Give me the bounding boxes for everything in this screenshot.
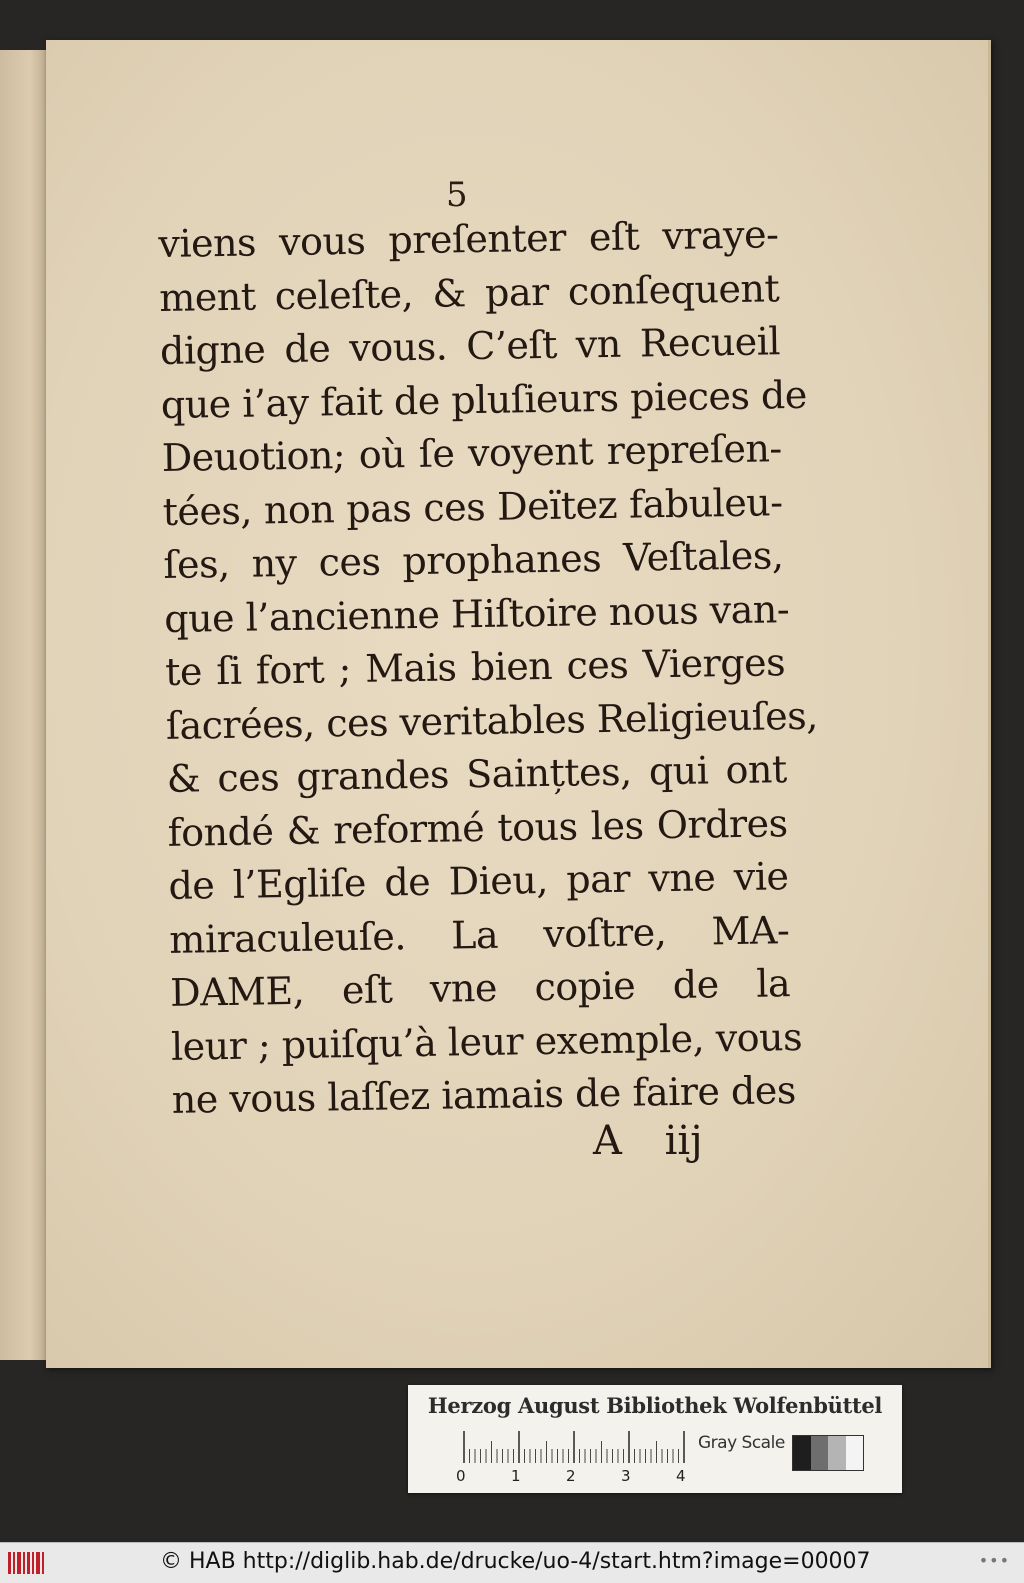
text-line: que i’ay fait de pluſieurs pieces de (160, 372, 808, 427)
footer-copyright-link[interactable]: © HAB http://diglib.hab.de/drucke/uo-4/start.htm?image=00007 (160, 1549, 871, 1574)
gray-swatch (846, 1436, 864, 1470)
text-line: Deuotion; où ſe voyent repreſen- (161, 426, 783, 480)
gray-swatch (811, 1436, 829, 1470)
text-line: te ſi fort ; Mais bien ces Vierges (164, 640, 786, 694)
ruler-number: 4 (676, 1467, 686, 1485)
text-line: leur ; puiſqu’à leur exemple, vous (170, 1014, 803, 1069)
gray-scale-swatches (792, 1435, 864, 1471)
text-line: de l’Egliſe de Dieu, par vne vie (168, 854, 789, 908)
text-line: miraculeuſe. La voſtre, MA- (168, 907, 790, 962)
text-line: ne vous laſſez iamais de faire des (171, 1068, 797, 1122)
ruler-number: 0 (456, 1467, 466, 1485)
text-line: ſes, ny ces prophanes Veſtales, (163, 533, 784, 587)
ruler-number: 2 (566, 1467, 576, 1485)
gray-scale-label: Gray Scale (698, 1433, 785, 1453)
text-line: DAME, eſt vne copie de la (169, 961, 791, 1015)
hab-barcode-logo-icon[interactable] (6, 1549, 46, 1577)
page-text (158, 208, 819, 1127)
text-line: digne de vous. C’eſt vn Recueil (159, 319, 781, 373)
footer-bar (0, 1542, 1024, 1583)
text-line: que l’ancienne Hiſtoire nous van- (163, 586, 790, 641)
gray-swatch (793, 1436, 811, 1470)
ruler-numbers (456, 1467, 696, 1487)
text-line: & ces grandes Saințtes, qui ont (166, 747, 788, 801)
text-line: ment celeſte, & par conſequent (158, 265, 780, 320)
library-name: Herzog August Bibliothek Wolfenbüttel (427, 1393, 883, 1418)
signature-mark: A iij (593, 1118, 703, 1164)
page-number: 5 (446, 175, 468, 215)
gray-swatch (828, 1436, 846, 1470)
text-line: ſacrées, ces veritables Religieuſes, (165, 693, 819, 748)
left-page-edge (0, 50, 50, 1360)
ruler-number: 3 (621, 1467, 631, 1485)
color-scale-card (408, 1385, 902, 1493)
text-line: viens vous preſenter eſt vraye- (158, 212, 779, 266)
ruler-icon (460, 1429, 690, 1463)
text-line: tées, non pas ces Deïtez fabuleu- (162, 479, 783, 534)
text-line: fondé & reformé tous les Ordres (167, 800, 788, 855)
book-page (46, 40, 991, 1368)
ruler-number: 1 (511, 1467, 521, 1485)
more-options-icon[interactable]: ••• (978, 1551, 1010, 1570)
